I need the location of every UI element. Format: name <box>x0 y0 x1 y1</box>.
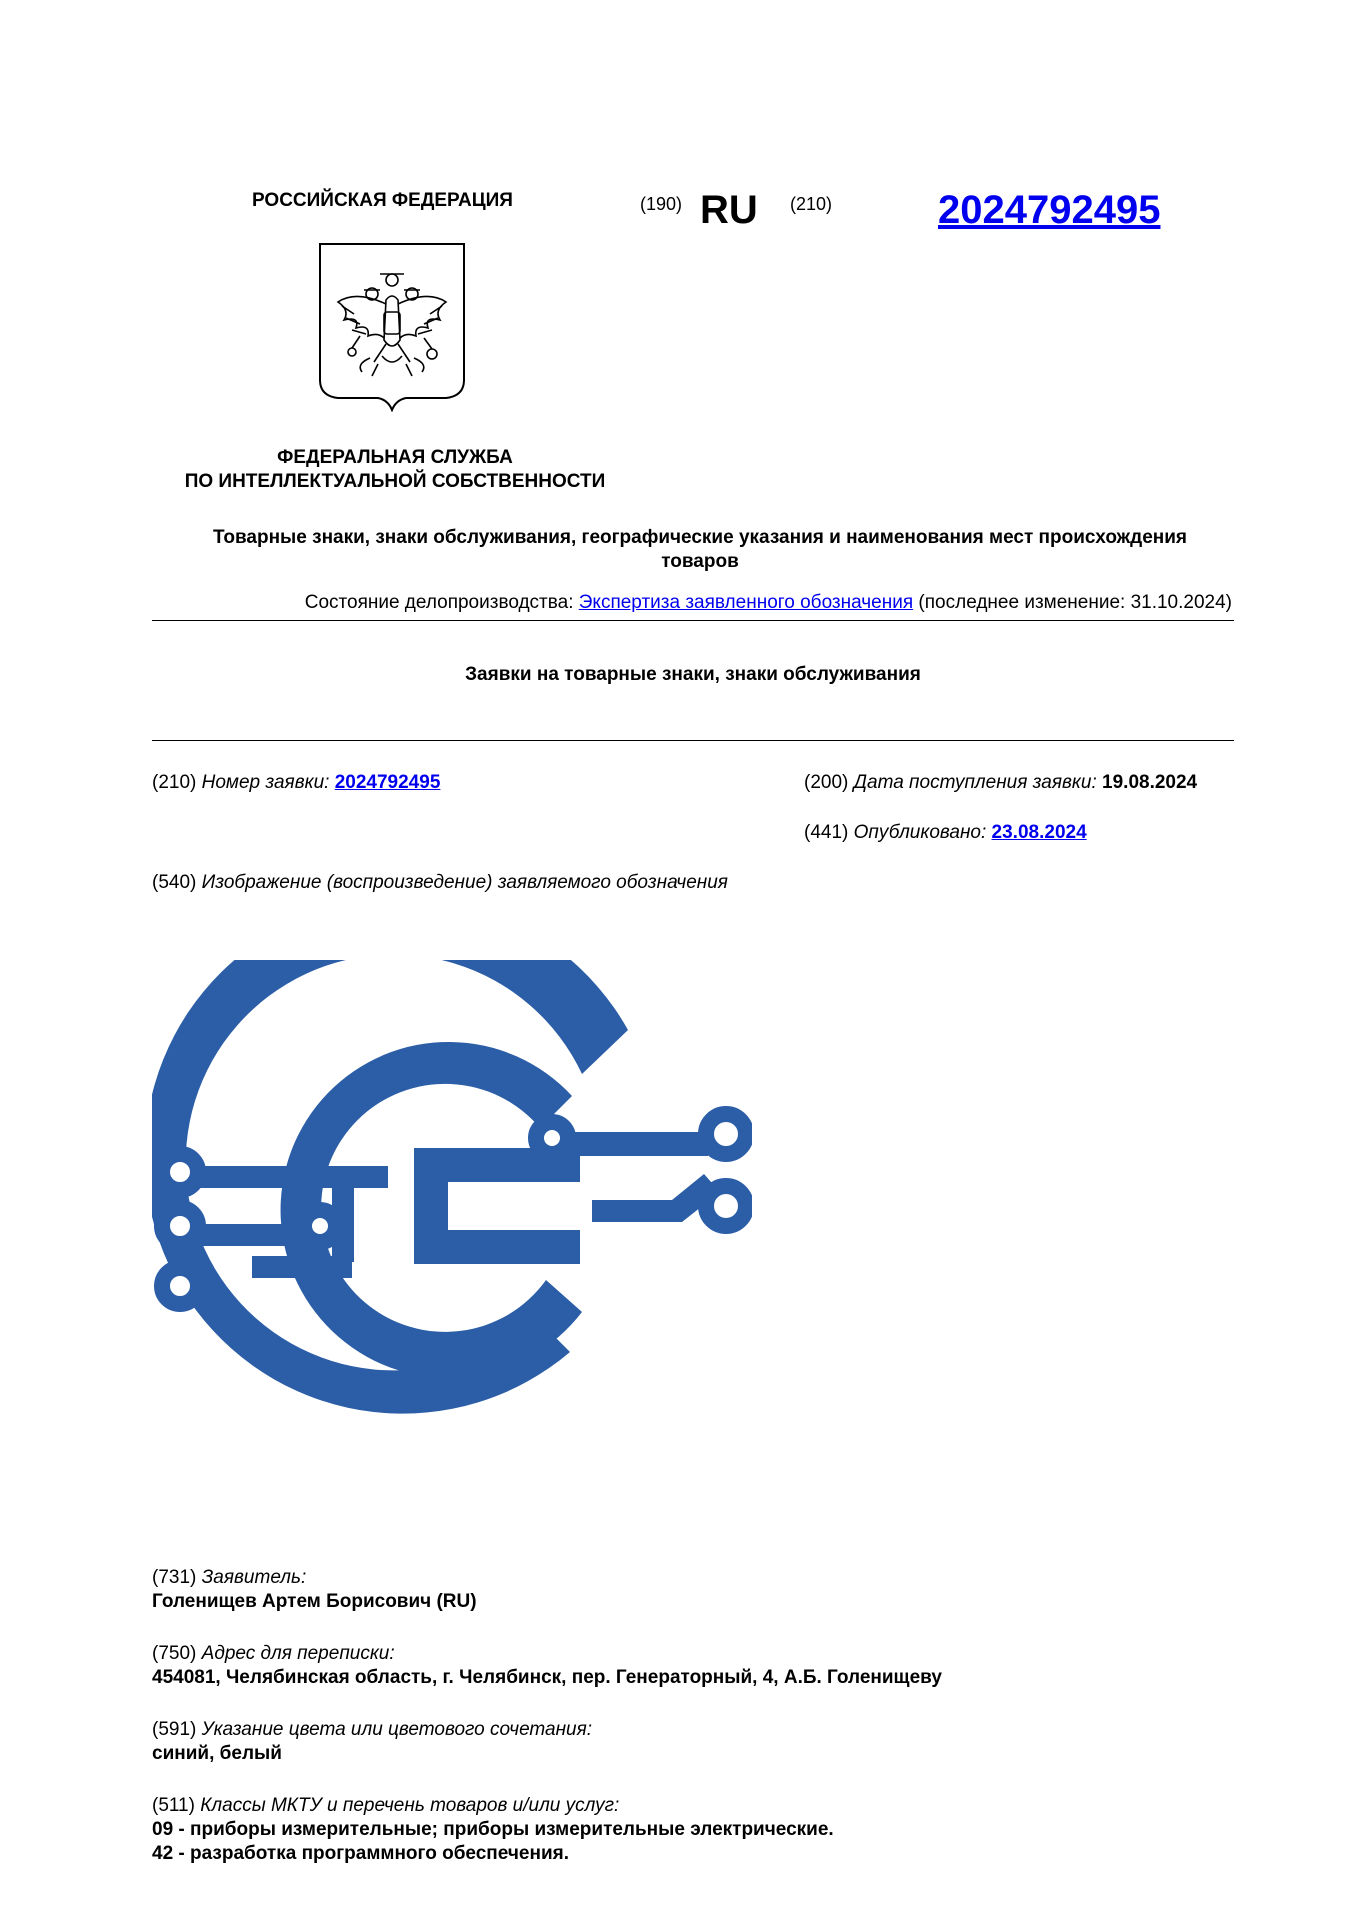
field-published <box>804 822 1087 844</box>
divider-top <box>152 620 1234 621</box>
address-value: 454081, Челябинская область, г. Челябинск, пер. Генераторный, 4, А.Б. Голенищеву <box>152 1667 942 1688</box>
classes-label: Классы МКТУ и перечень товаров и/или услуг: <box>200 1795 620 1816</box>
field-filing-date-value: 19.08.2024 <box>1102 772 1198 793</box>
field-app-number-code: (210) <box>152 772 197 793</box>
field-filing-date <box>804 772 1197 794</box>
code-210: (210) <box>790 194 833 214</box>
applicant-value: Голенищев Артем Борисович (RU) <box>152 1591 477 1612</box>
field-published-link[interactable]: 23.08.2024 <box>991 822 1087 843</box>
trademark-logo-image <box>152 960 752 1430</box>
agency-line-1: ФЕДЕРАЛЬНАЯ СЛУЖБА <box>277 447 513 468</box>
country-code: RU <box>700 188 758 232</box>
status-suffix: (последнее изменение: 31.10.2024) <box>918 592 1232 613</box>
address-block <box>152 1642 942 1690</box>
agency-line-2: ПО ИНТЕЛЛЕКТУАЛЬНОЙ СОБСТВЕННОСТИ <box>184 471 606 492</box>
status-value-link[interactable]: Экспертиза заявленного обозначения <box>578 592 914 613</box>
field-published-code: (441) <box>804 822 849 843</box>
category-line-1: Товарные знаки, знаки обслуживания, географические указания и наименования мест происхождения <box>212 527 1188 548</box>
colors-code: (591) <box>152 1719 197 1740</box>
coat-of-arms-emblem <box>316 240 468 412</box>
field-filing-date-label: Дата поступления заявки: <box>853 772 1097 793</box>
colors-block <box>152 1718 592 1766</box>
field-app-number-link[interactable]: 2024792495 <box>334 772 441 793</box>
applicant-code: (731) <box>152 1567 197 1588</box>
address-code: (750) <box>152 1643 197 1664</box>
applicant-label: Заявитель: <box>201 1567 307 1588</box>
status-line <box>150 592 1232 614</box>
divider-section <box>152 740 1234 741</box>
applicant-block <box>152 1566 477 1614</box>
field-image-label: Изображение (воспроизведение) заявляемого обозначения <box>201 872 728 893</box>
classes-code: (511) <box>152 1795 195 1816</box>
colors-label: Указание цвета или цветового сочетания: <box>201 1719 593 1740</box>
field-image <box>152 872 728 894</box>
field-app-number <box>152 772 440 794</box>
field-filing-date-code: (200) <box>804 772 849 793</box>
section-title: Заявки на товарные знаки, знаки обслуживания <box>465 664 921 685</box>
field-published-label: Опубликовано: <box>853 822 987 843</box>
classes-item: 09 - приборы измерительные; приборы измерительные электрические. <box>152 1819 834 1840</box>
application-number-link[interactable]: 2024792495 <box>938 188 1161 232</box>
colors-value: синий, белый <box>152 1743 282 1764</box>
classes-item: 42 - разработка программного обеспечения. <box>152 1843 569 1864</box>
code-190: (190) <box>640 194 683 214</box>
field-app-number-label: Номер заявки: <box>201 772 330 793</box>
agency-name <box>160 446 630 494</box>
field-image-code: (540) <box>152 872 197 893</box>
document-category <box>170 526 1230 574</box>
address-label: Адрес для переписки: <box>201 1643 395 1664</box>
status-label: Состояние делопроизводства: <box>304 592 574 613</box>
country-name: РОССИЙСКАЯ ФЕДЕРАЦИЯ <box>252 190 513 211</box>
classes-block <box>152 1794 834 1866</box>
category-line-2: товаров <box>661 551 739 572</box>
